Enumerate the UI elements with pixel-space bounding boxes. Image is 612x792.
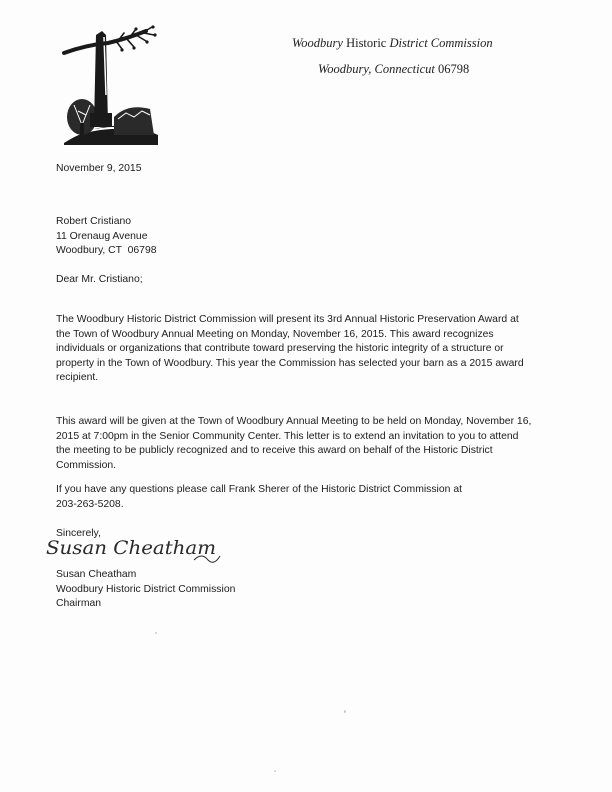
- signature-text: Susan Cheatham: [46, 537, 216, 559]
- paragraph-line: Commission.: [56, 459, 117, 471]
- paragraph-contact: [56, 483, 586, 512]
- location-zip: 06798: [438, 62, 470, 76]
- location-city: Woodbury, Connecticut: [318, 62, 435, 76]
- paragraph-line: individuals or organizations that contribute toward preserving the historic integrity of a structure or: [56, 343, 504, 355]
- org-name-part: District Commission: [389, 36, 493, 50]
- signer-organization: Woodbury Historic District Commission: [56, 583, 236, 595]
- paragraph-line: the Town of Woodbury Annual Meeting on Monday, November 16, 2015. This award recognizes: [56, 328, 494, 340]
- paragraph-line: This award will be given at the Town of Woodbury Annual Meeting to be held on Monday, November 16,: [56, 416, 532, 427]
- paragraph-line: If you have any questions please call Frank Sherer of the Historic District Commission at: [56, 484, 462, 495]
- paragraph-line: property in the Town of Woodbury. This year the Commission has selected your barn as a 2015 award: [56, 357, 524, 369]
- scan-speck: [344, 710, 346, 713]
- recipient-name: Robert Cristiano: [56, 216, 132, 227]
- paragraph-line: recipient.: [56, 372, 99, 384]
- org-name-part: Woodbury: [292, 36, 343, 50]
- salutation: Dear Mr. Cristiano;: [56, 274, 143, 285]
- org-name-part: Historic: [346, 36, 387, 50]
- scan-speck: [155, 632, 157, 634]
- monument-tree-logo-icon: [56, 25, 166, 145]
- letterhead-org-name: [292, 36, 493, 51]
- paragraph-invitation: [56, 415, 586, 473]
- signer-title: Chairman: [56, 598, 102, 610]
- closing: Sincerely,: [56, 528, 101, 539]
- letterhead-location: [318, 62, 469, 77]
- paragraph-line: 203-263-5208.: [56, 498, 124, 510]
- paragraph-line: 2015 at 7:00pm in the Senior Community Center. This letter is to extend an invitation to you to attend: [56, 430, 519, 442]
- paragraph-line: The Woodbury Historic District Commission will present its 3rd Annual Historic Preservation Award at: [56, 314, 519, 325]
- recipient-address: [56, 215, 157, 259]
- paragraph-line: the meeting to be publicly recognized and to receive this award on behalf of the Historic District: [56, 445, 493, 457]
- signer-name: Susan Cheatham: [56, 569, 137, 580]
- recipient-city: Woodbury, CT 06798: [56, 245, 157, 257]
- recipient-street: 11 Orenaug Avenue: [56, 230, 148, 242]
- signer-block: [56, 568, 235, 612]
- paragraph-award-announcement: [56, 313, 586, 386]
- scan-speck: [274, 770, 276, 772]
- handwritten-signature: [44, 530, 224, 570]
- letter-date: November 9, 2015: [56, 163, 142, 174]
